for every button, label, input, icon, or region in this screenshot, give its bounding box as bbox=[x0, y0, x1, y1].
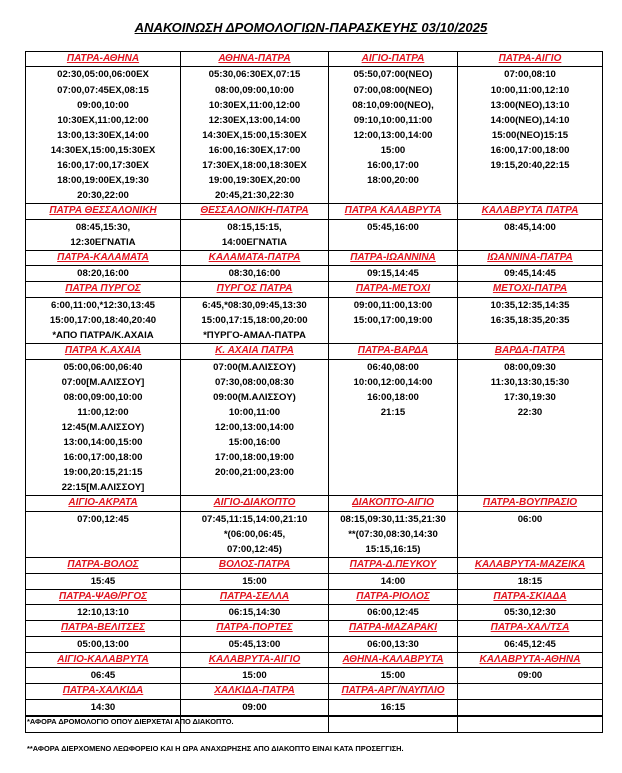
departure-times-line: 13:00(ΝΕΟ),13:10 bbox=[490, 99, 570, 111]
departure-times-line: 05:50,07:00(ΝΕΟ) bbox=[353, 69, 433, 81]
departure-times-line: 08:00,09:30 bbox=[504, 361, 556, 373]
route-times bbox=[26, 297, 181, 343]
departure-times-line: 12:30ΕΓΝΑΤΙΑ bbox=[70, 236, 136, 248]
route-name: ΚΑΛΑΒΡΥΤΑ-ΑΘΗΝΑ bbox=[458, 652, 603, 667]
route-times-row bbox=[26, 511, 603, 557]
route-name: ΠΑΤΡΑ-ΣΕΛΛΑ bbox=[181, 589, 329, 604]
departure-times-line: 15:00 bbox=[380, 144, 406, 156]
departure-times-line: 18:00,20:00 bbox=[367, 175, 419, 187]
departure-times-line: 12:30ΕΧ,13:00,14:00 bbox=[208, 114, 301, 126]
route-name: ΚΑΛΑΒΡΥΤΑ-ΑΙΓΙΟ bbox=[181, 652, 329, 667]
route-name: Κ. ΑΧΑΙΑ ΠΑΤΡΑ bbox=[181, 344, 329, 359]
departure-times-line: 06:00,12:45 bbox=[367, 607, 419, 618]
departure-times-line: 07:00,12:45) bbox=[227, 543, 282, 555]
route-name: ΠΑΤΡΑ-ΠΟΡΤΕΣ bbox=[181, 621, 329, 636]
departure-times-line: 05:30,12:30 bbox=[504, 607, 556, 618]
departure-times-line: 07:30,08:00,08:30 bbox=[215, 376, 294, 388]
departure-times-line: 19:15,20:40,22:15 bbox=[490, 159, 570, 171]
route-name: ΠΑΤΡΑ-ΒΕΛΙΤΣΕΣ bbox=[26, 621, 181, 636]
route-times-row bbox=[26, 359, 603, 496]
departure-times-line: 07:00[Μ.ΑΛΙΣΣΟΥ] bbox=[61, 376, 145, 388]
departure-times-line: 6:00,11:00,*12:30,13:45 bbox=[50, 299, 155, 311]
departure-times-line: 14:30ΕΧ,15:00,15:30ΕΧ bbox=[50, 144, 156, 156]
departure-times-line: 14:00(ΝΕΟ),14:10 bbox=[490, 114, 570, 126]
departure-times-line: 14:30 bbox=[90, 701, 116, 713]
route-name: ΚΑΛΑΒΡΥΤΑ-ΜΑΖΕΙΚΑ bbox=[458, 558, 603, 573]
departure-times-line: *ΑΠΟ ΠΑΤΡΑ/Κ.ΑΧΑΙΑ bbox=[52, 329, 154, 341]
route-times bbox=[458, 699, 603, 715]
route-times bbox=[458, 67, 603, 204]
route-name: ΠΑΤΡΑ-ΙΩΑΝΝΙΝΑ bbox=[329, 250, 458, 265]
departure-times-line: 10:00,12:00,14:00 bbox=[353, 376, 433, 388]
departure-times-line: 15:15,16:15) bbox=[365, 543, 421, 555]
departure-times-line: 12:10,13:10 bbox=[77, 607, 129, 618]
route-times bbox=[329, 297, 458, 343]
departure-times-line: 18:15 bbox=[517, 575, 543, 587]
route-name: ΠΑΤΡΑ-ΡΙΟΛΟΣ bbox=[329, 589, 458, 604]
route-name: ΜΕΤΟΧΙ-ΠΑΤΡΑ bbox=[458, 282, 603, 297]
route-name: ΠΑΤΡΑ Κ.ΑΧΑΙΑ bbox=[26, 344, 181, 359]
route-name: ΠΑΤΡΑ-ΑΙΓΙΟ bbox=[458, 52, 603, 67]
departure-times-line: 12:45(Μ.ΑΛΙΣΣΟΥ) bbox=[61, 421, 145, 433]
departure-times-line: 09:10,10:00,11:00 bbox=[353, 114, 433, 126]
departure-times-line: 02:30,05:00,06:00ΕΧ bbox=[57, 69, 149, 81]
departure-times-line: 20:45,21:30,22:30 bbox=[215, 190, 294, 202]
route-name: ΘΕΣΣΑΛΟΝΙΚΗ-ΠΑΤΡΑ bbox=[181, 204, 329, 219]
route-times-row bbox=[26, 266, 603, 282]
route-header-row bbox=[26, 558, 603, 573]
departure-times-line: 05:00,13:00 bbox=[77, 638, 129, 650]
departure-times-line: 14:00ΕΓΝΑΤΙΑ bbox=[221, 236, 288, 248]
route-times bbox=[458, 359, 603, 496]
departure-times-line: 06:45,12:45 bbox=[504, 638, 556, 650]
departure-times-line: 08:45,14:00 bbox=[504, 221, 556, 233]
departure-times-line: 12:00,13:00,14:00 bbox=[353, 129, 433, 141]
departure-times-line: 08:00,09:00,10:00 bbox=[63, 391, 143, 403]
route-times bbox=[181, 668, 329, 684]
departure-times-line: 07:00,07:45ΕΧ,08:15 bbox=[57, 84, 149, 96]
route-header-row bbox=[26, 589, 603, 604]
route-name: ΠΑΤΡΑ ΘΕΣΣΑΛΟΝΙΚΗ bbox=[26, 204, 181, 219]
departure-times-line: 17:00,18:00,19:00 bbox=[215, 452, 294, 464]
departure-times-line: 09:00 bbox=[242, 701, 267, 713]
departure-times-line: 15:00,17:15,18:00,20:00 bbox=[201, 314, 308, 326]
departure-times-line: 15:45 bbox=[90, 575, 116, 587]
route-times bbox=[181, 359, 329, 496]
route-header-row bbox=[26, 652, 603, 667]
route-times bbox=[458, 573, 603, 589]
departure-times-line: 08:00,09:00,10:00 bbox=[215, 84, 294, 96]
departure-times-line: 14:00 bbox=[380, 575, 406, 587]
route-name: ΑΙΓΙΟ-ΚΑΛΑΒΡΥΤΑ bbox=[26, 652, 181, 667]
route-header-row bbox=[26, 250, 603, 265]
route-times bbox=[329, 668, 458, 684]
departure-times-line: *ΠΥΡΓΟ-ΑΜΑΛ-ΠΑΤΡΑ bbox=[203, 329, 306, 341]
departure-times-line: 14:30ΕΧ,15:00,15:30ΕΧ bbox=[202, 129, 307, 141]
route-times bbox=[329, 605, 458, 621]
route-times bbox=[458, 297, 603, 343]
route-times bbox=[181, 511, 329, 557]
route-times bbox=[329, 359, 458, 496]
departure-times-line: 09:00,10:00 bbox=[77, 99, 129, 111]
route-name: ΠΑΤΡΑ-ΑΘΗΝΑ bbox=[26, 52, 181, 67]
departure-times-line: 09:00 bbox=[517, 670, 543, 681]
route-name: ΙΩΑΝΝΙΝΑ-ΠΑΤΡΑ bbox=[458, 250, 603, 265]
page-title: ΑΝΑΚΟΙΝΩΣΗ ΔΡΟΜΟΛΟΓΙΩΝ-ΠΑΡΑΣΚΕΥΗΣ 03/10/2025 bbox=[134, 20, 488, 35]
route-times-row bbox=[26, 668, 603, 684]
route-times-row bbox=[26, 699, 603, 715]
route-times-row bbox=[26, 573, 603, 589]
departure-times-line: 10:30ΕΧ,11:00,12:00 bbox=[208, 99, 301, 111]
departure-times-line: 16:00,18:00 bbox=[367, 391, 419, 403]
departure-times-line: 16:00,17:00,17:30ΕΧ bbox=[57, 159, 149, 171]
route-times bbox=[329, 511, 458, 557]
route-name: ΠΑΤΡΑ-ΜΕΤΟΧΙ bbox=[329, 282, 458, 297]
route-times bbox=[458, 636, 603, 652]
route-times bbox=[329, 219, 458, 250]
route-header-row bbox=[26, 204, 603, 219]
route-times bbox=[181, 266, 329, 282]
departure-times-line: *(06:00,06:45, bbox=[223, 528, 286, 540]
route-times-row bbox=[26, 636, 603, 652]
route-name bbox=[458, 684, 603, 699]
departure-times-line: 15:00,17:00,18:40,20:40 bbox=[49, 314, 157, 326]
route-name: ΠΑΤΡΑ-ΜΑΖΑΡΑΚΙ bbox=[329, 621, 458, 636]
departure-times-line: 08:30,16:00 bbox=[228, 268, 281, 280]
route-header-row bbox=[26, 496, 603, 511]
route-header-row bbox=[26, 52, 603, 67]
route-times bbox=[458, 266, 603, 282]
route-times bbox=[181, 605, 329, 621]
route-times bbox=[329, 699, 458, 715]
route-times bbox=[329, 573, 458, 589]
departure-times-line: 06:00 bbox=[517, 513, 543, 525]
route-times bbox=[26, 219, 181, 250]
route-name: ΔΙΑΚΟΠΤΟ-ΑΙΓΙΟ bbox=[329, 496, 458, 511]
departure-times-line: 07:00,12:45 bbox=[77, 513, 129, 525]
route-times bbox=[458, 605, 603, 621]
departure-times-line: 07:45,11:15,14:00,21:10 bbox=[201, 513, 308, 525]
departure-times-line: 08:10,09:00(ΝΕΟ), bbox=[352, 99, 434, 111]
departure-times-line: 08:20,16:00 bbox=[77, 268, 129, 280]
departure-times-line: 09:15,14:45 bbox=[367, 268, 419, 280]
route-name: ΠΑΤΡΑ-ΧΑΛ/ΤΣΑ bbox=[458, 621, 603, 636]
departure-times-line: 05:00,06:00,06:40 bbox=[63, 361, 143, 373]
route-times bbox=[181, 636, 329, 652]
departure-times-line: 05:45,13:00 bbox=[228, 638, 281, 650]
departure-times-line: 07:00(Μ.ΑΛΙΣΣΟΥ) bbox=[213, 361, 296, 373]
route-times-row bbox=[26, 219, 603, 250]
route-name: ΠΑΤΡΑ ΚΑΛΑΒΡΥΤΑ bbox=[329, 204, 458, 219]
departure-times-line: 18:00,19:00ΕΧ,19:30 bbox=[57, 175, 149, 187]
footnote-diakopto: *ΑΦΟΡΑ ΔΡΟΜΟΛΟΓΙΟ ΟΠΟΥ ΔΙΕΡΧΕΤΑΙ ΑΠΟ ΔΙΑΚΟΠΤΟ. bbox=[27, 717, 234, 726]
departure-times-line: 10:35,12:35,14:35 bbox=[490, 299, 570, 311]
departure-times-line: 19:00,20:15,21:15 bbox=[63, 467, 143, 479]
departure-times-line: 15:00 bbox=[242, 575, 267, 587]
departure-times-line: 15:00,17:00,19:00 bbox=[353, 314, 433, 326]
departure-times-line: 09:00(Μ.ΑΛΙΣΣΟΥ) bbox=[213, 391, 296, 403]
departure-times-line: 06:00,13:30 bbox=[367, 638, 419, 650]
departure-times-line: 10:00,11:00,12:10 bbox=[490, 84, 570, 96]
route-name: ΠΑΤΡΑ-ΣΚΙΑΔΑ bbox=[458, 589, 603, 604]
route-name: ΚΑΛΑΒΡΥΤΑ ΠΑΤΡΑ bbox=[458, 204, 603, 219]
route-times-row bbox=[26, 67, 603, 204]
route-times bbox=[329, 716, 458, 732]
route-name: ΚΑΛΑΜΑΤΑ-ΠΑΤΡΑ bbox=[181, 250, 329, 265]
departure-times-line: 20:00,21:00,23:00 bbox=[215, 467, 294, 479]
departure-times-line: 09:45,14:45 bbox=[504, 268, 556, 280]
departure-times-line: 11:00,12:00 bbox=[77, 406, 129, 418]
departure-times-line: 16:00,17:00,18:00 bbox=[63, 452, 143, 464]
route-name: ΠΑΤΡΑ-ΒΑΡΔΑ bbox=[329, 344, 458, 359]
route-times bbox=[26, 573, 181, 589]
route-times bbox=[26, 605, 181, 621]
route-times bbox=[26, 699, 181, 715]
departure-times-line: 16:00,17:00 bbox=[367, 159, 419, 171]
departure-times-line: 11:30,13:30,15:30 bbox=[490, 376, 570, 388]
route-name: ΠΑΤΡΑ-ΚΑΛΑΜΑΤΑ bbox=[26, 250, 181, 265]
departure-times-line: 19:00,19:30ΕΧ,20:00 bbox=[208, 175, 301, 187]
route-times bbox=[181, 297, 329, 343]
route-name: ΒΑΡΔΑ-ΠΑΤΡΑ bbox=[458, 344, 603, 359]
route-name: ΠΑΤΡΑ-ΑΡΓ/ΝΑΥΠΛΙΟ bbox=[329, 684, 458, 699]
route-times bbox=[458, 668, 603, 684]
route-name: ΠΑΤΡΑ-ΒΟΥΠΡΑΣΙΟ bbox=[458, 496, 603, 511]
route-times bbox=[26, 359, 181, 496]
route-header-row bbox=[26, 621, 603, 636]
route-name: ΑΙΓΙΟ-ΠΑΤΡΑ bbox=[329, 52, 458, 67]
departure-times-line: 13:00,14:00,15:00 bbox=[63, 436, 143, 448]
departure-times-line: 10:30ΕΧ,11:00,12:00 bbox=[57, 114, 149, 126]
departure-times-line: 22:15[Μ.ΑΛΙΣΣΟΥ] bbox=[61, 482, 145, 494]
departure-times-line: 05:45,16:00 bbox=[367, 221, 419, 233]
departure-times-line: 06:45 bbox=[90, 670, 116, 681]
route-times bbox=[181, 219, 329, 250]
departure-times-line: 08:15,15:15, bbox=[227, 221, 282, 233]
route-name: ΑΘΗΝΑ-ΠΑΤΡΑ bbox=[181, 52, 329, 67]
departure-times-line: 06:40,08:00 bbox=[367, 361, 419, 373]
departure-times-line: 16:00,17:00,18:00 bbox=[490, 144, 570, 156]
route-times bbox=[458, 511, 603, 557]
departure-times-line: 16:35,18:35,20:35 bbox=[490, 314, 570, 326]
route-name: ΠΑΤΡΑ-Δ.ΠΕΥΚΟΥ bbox=[329, 558, 458, 573]
departure-times-line: 22:30 bbox=[517, 406, 543, 418]
departure-times-line: 13:00,13:30ΕΧ,14:00 bbox=[57, 129, 149, 141]
departure-times-line: 15:00 bbox=[242, 670, 267, 681]
route-times bbox=[329, 266, 458, 282]
departure-times-line: 15:00(ΝΕΟ)15:15 bbox=[491, 129, 569, 141]
route-times bbox=[26, 668, 181, 684]
departure-times-line: 08:15,09:30,11:35,21:30 bbox=[340, 513, 446, 525]
departure-times-line: 17:30ΕΧ,18:00,18:30ΕΧ bbox=[202, 159, 307, 171]
departure-times-line: 21:15 bbox=[380, 406, 406, 418]
route-times bbox=[26, 67, 181, 204]
route-name: ΧΑΛΚΙΔΑ-ΠΑΤΡΑ bbox=[181, 684, 329, 699]
route-name: ΠΑΤΡΑ ΠΥΡΓΟΣ bbox=[26, 282, 181, 297]
route-times bbox=[329, 636, 458, 652]
route-times bbox=[181, 573, 329, 589]
route-times-row bbox=[26, 297, 603, 343]
route-times bbox=[26, 511, 181, 557]
schedule-table bbox=[25, 51, 603, 733]
route-times bbox=[329, 67, 458, 204]
footnote-approximate: **ΑΦΟΡΑ ΔΙΕΡΧΟΜΕΝΟ ΛΕΩΦΟΡΕΙΟ ΚΑΙ Η ΩΡΑ ΑΝΑΧΩΡΗΣΗΣ ΑΠΟ ΔΙΑΚΟΠΤΟ ΕΙΝΑΙ ΚΑΤΑ ΠΡΟΣΕΓΓΙΣΗ. bbox=[27, 744, 404, 753]
route-name: ΑΘΗΝΑ-ΚΑΛΑΒΡΥΤΑ bbox=[329, 652, 458, 667]
route-times bbox=[181, 67, 329, 204]
departure-times-line: 16:15 bbox=[380, 701, 406, 713]
departure-times-line: 05:30,06:30ΕΧ,07:15 bbox=[208, 69, 301, 81]
departure-times-line: **(07:30,08:30,14:30 bbox=[348, 528, 438, 540]
route-header-row bbox=[26, 684, 603, 699]
route-times bbox=[26, 266, 181, 282]
route-name: ΒΟΛΟΣ-ΠΑΤΡΑ bbox=[181, 558, 329, 573]
route-times bbox=[458, 716, 603, 732]
route-name: ΠΑΤΡΑ-ΨΑΘ/ΡΓΟΣ bbox=[26, 589, 181, 604]
departure-times-line: 07:00,08:00(ΝΕΟ) bbox=[353, 84, 433, 96]
route-times bbox=[181, 699, 329, 715]
departure-times-line: 15:00,16:00 bbox=[228, 436, 281, 448]
departure-times-line: 17:30,19:30 bbox=[504, 391, 556, 403]
departure-times-line: 09:00,11:00,13:00 bbox=[353, 299, 433, 311]
route-name: ΑΙΓΙΟ-ΔΙΑΚΟΠΤΟ bbox=[181, 496, 329, 511]
route-name: ΑΙΓΙΟ-ΑΚΡΑΤΑ bbox=[26, 496, 181, 511]
departure-times-line: 12:00,13:00,14:00 bbox=[215, 421, 294, 433]
route-times bbox=[26, 636, 181, 652]
departure-times-line: 08:45,15:30, bbox=[75, 221, 131, 233]
departure-times-line: 6:45,*08:30,09:45,13:30 bbox=[202, 299, 307, 311]
departure-times-line: 20:30,22:00 bbox=[77, 190, 129, 202]
departure-times-line: 07:00,08:10 bbox=[504, 69, 556, 81]
departure-times-line: 06:15,14:30 bbox=[228, 607, 281, 618]
departure-times-line: 15:00 bbox=[380, 670, 406, 681]
route-times bbox=[458, 219, 603, 250]
route-header-row bbox=[26, 344, 603, 359]
departure-times-line: 10:00,11:00 bbox=[228, 406, 281, 418]
departure-times-line: 16:00,16:30ΕΧ,17:00 bbox=[208, 144, 301, 156]
route-name: ΠΥΡΓΟΣ ΠΑΤΡΑ bbox=[181, 282, 329, 297]
route-name: ΠΑΤΡΑ-ΧΑΛΚΙΔΑ bbox=[26, 684, 181, 699]
route-header-row bbox=[26, 282, 603, 297]
route-times-row bbox=[26, 605, 603, 621]
route-name: ΠΑΤΡΑ-ΒΟΛΟΣ bbox=[26, 558, 181, 573]
